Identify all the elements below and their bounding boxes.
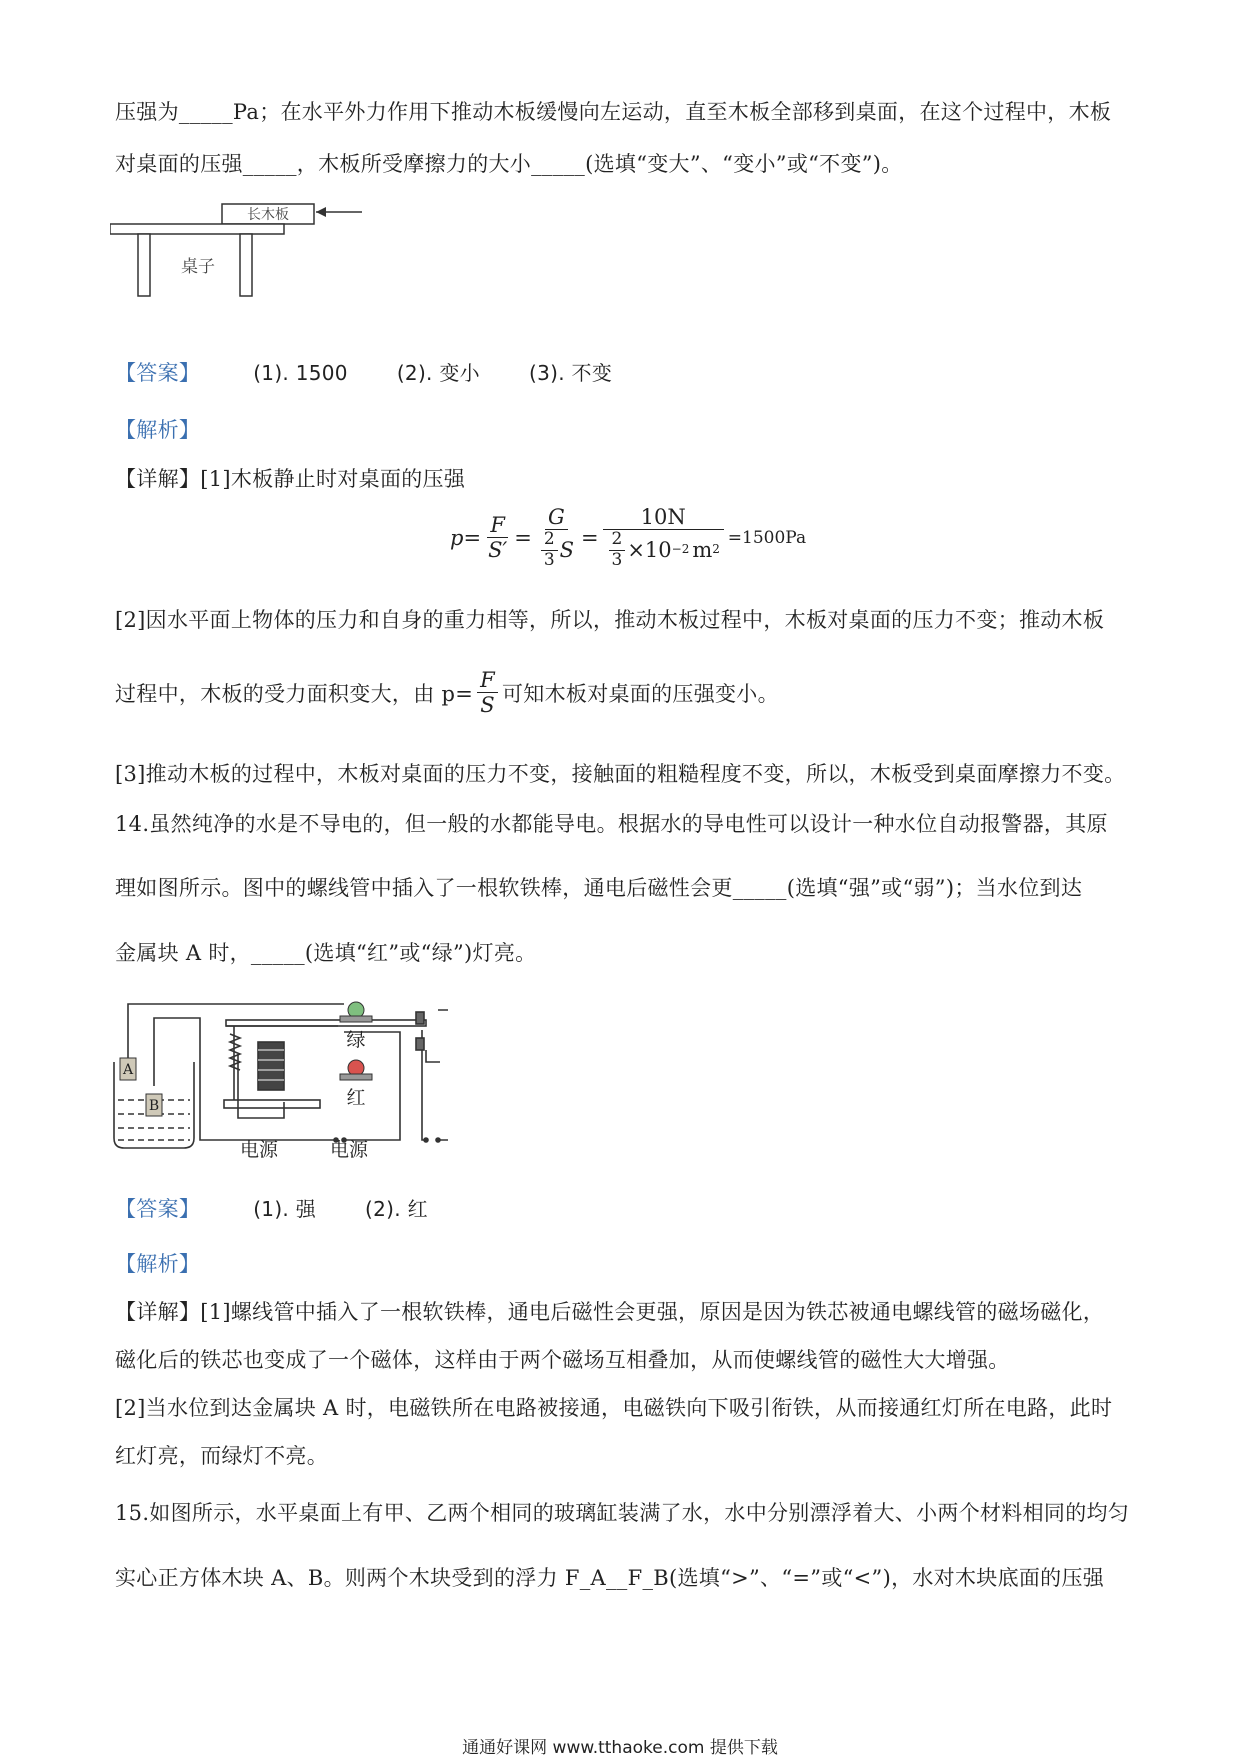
q13-answer-2: (2). 变小 — [396, 361, 480, 385]
formula-F: F — [490, 512, 505, 537]
formula-times: ×10 — [627, 538, 672, 563]
power-label-2: 电源 — [330, 1139, 369, 1160]
q13-figure-table — [110, 200, 370, 304]
q15-text-line2: 实心正方体木块 A、B。则两个木块受到的浮力 F_A__F_B(选填“>”、“=”或“<”)，水对木块底面的压强 — [115, 1566, 1105, 1590]
green-lamp-label: 绿 — [346, 1029, 366, 1051]
table-leg-left — [138, 234, 150, 296]
formula-result: =1500Pa — [727, 527, 807, 548]
q13-detail-1: 【详解】[1]木板静止时对桌面的压强 — [115, 467, 466, 491]
formula-S-prime: S′ — [488, 538, 508, 563]
q14-figure-alarm-circuit — [108, 990, 448, 1160]
formula-S: S — [559, 538, 575, 563]
q13-answer-3: (3). 不变 — [528, 361, 613, 385]
answer-tag: 【答案】 — [115, 1197, 201, 1221]
q14-detail-1a: 【详解】[1]螺线管中插入了一根软铁棒，通电后磁性会更强，原因是因为铁芯被通电螺线管的磁场磁化， — [115, 1300, 1105, 1324]
q14-analysis-tag: 【解析】 — [115, 1252, 201, 1276]
red-lamp-label: 红 — [346, 1087, 366, 1109]
page-footer: 通通好课网 www.tthaoke.com 提供下载 — [462, 1738, 778, 1758]
q14-text-line1: 14.虽然纯净的水是不导电的，但一般的水都能导电。根据水的导电性可以设计一种水位自动报警器，其原 — [115, 812, 1108, 836]
formula-G: G — [548, 505, 565, 529]
block-A-label: A — [122, 1062, 134, 1078]
power-label-1: 电源 — [240, 1139, 279, 1160]
pressure-formula: p = $\frac{F}{S'}$ = G $\frac{2}{3}$ S = 10N $\frac{2}{3}$ ×10 −2 m 2 =1500Pa — [450, 505, 807, 570]
q14-detail-1b: 磁化后的铁芯也变成了一个磁体，这样由于两个磁场互相叠加，从而使螺线管的磁性大大增强。 — [115, 1348, 1010, 1372]
q14-answer-1: (1). 强 — [253, 1197, 317, 1221]
formula-two: 2 — [541, 530, 558, 551]
q13-text-line2: 对桌面的压强_____，木板所受摩擦力的大小_____(选填“变大”、“变小”或“不变”)。 — [115, 152, 903, 176]
formula-unit-exp: 2 — [712, 542, 720, 557]
table-label: 桌子 — [181, 257, 215, 277]
q14-detail-2a: [2]当水位到达金属块 A 时，电磁铁所在电路被接通，电磁铁向下吸引衔铁，从而接通红灯所在电路，此时 — [115, 1396, 1113, 1420]
table-leg-right — [240, 234, 252, 296]
formula-p: p — [450, 525, 464, 550]
table-top — [110, 224, 284, 234]
push-arrow-head — [316, 207, 326, 217]
answer-tag: 【答案】 — [115, 361, 201, 385]
q13-answer-row — [115, 357, 612, 387]
formula-unit: m — [692, 538, 713, 563]
q14-answer-2: (2). 红 — [365, 1197, 428, 1221]
q13-detail-2b: 过程中，木板的受力面积变大，由 p= $\frac{F}{S}$ 可知木板对桌面的压强变小。 — [115, 668, 779, 718]
q13-analysis-tag: 【解析】 — [115, 418, 201, 442]
q14-text-line3: 金属块 A 时，_____(选填“红”或“绿”)灯亮。 — [115, 941, 537, 965]
detail-2b-post: 可知木板对桌面的压强变小。 — [502, 681, 779, 706]
q13-text-line1: 压强为_____Pa；在水平外力作用下推动木板缓慢向左运动，直至木板全部移到桌面，在这个过程中，木板 — [115, 100, 1112, 124]
q13-detail-3: [3]推动木板的过程中，木板对桌面的压力不变，接触面的粗糙程度不变，所以，木板受到桌面摩擦力不变。 — [115, 762, 1126, 786]
formula-numerator: 10N — [603, 505, 724, 530]
q14-text-line2: 理如图所示。图中的螺线管中插入了一根软铁棒，通电后磁性会更_____(选填“强”或“弱”)；当水位到达 — [115, 876, 1083, 900]
detail-2b-pre: 过程中，木板的受力面积变大，由 p= — [115, 681, 474, 706]
formula-exp: −2 — [671, 542, 690, 557]
block-B-label: B — [148, 1098, 160, 1114]
q14-detail-2b: 红灯亮，而绿灯不亮。 — [115, 1444, 328, 1468]
formula-three: 3 — [543, 549, 555, 570]
q13-detail-2a: [2]因水平面上物体的压力和自身的重力相等，所以，推动木板过程中，木板对桌面的压力不变；推动木板 — [115, 608, 1105, 632]
q13-answer-1: (1). 1500 — [253, 361, 348, 385]
q15-text-line1: 15.如图所示，水平桌面上有甲、乙两个相同的玻璃缸装满了水，水中分别漂浮着大、小两个材料相同的均匀 — [115, 1501, 1130, 1525]
board-label: 长木板 — [247, 207, 289, 223]
q14-answer-row — [115, 1193, 428, 1223]
